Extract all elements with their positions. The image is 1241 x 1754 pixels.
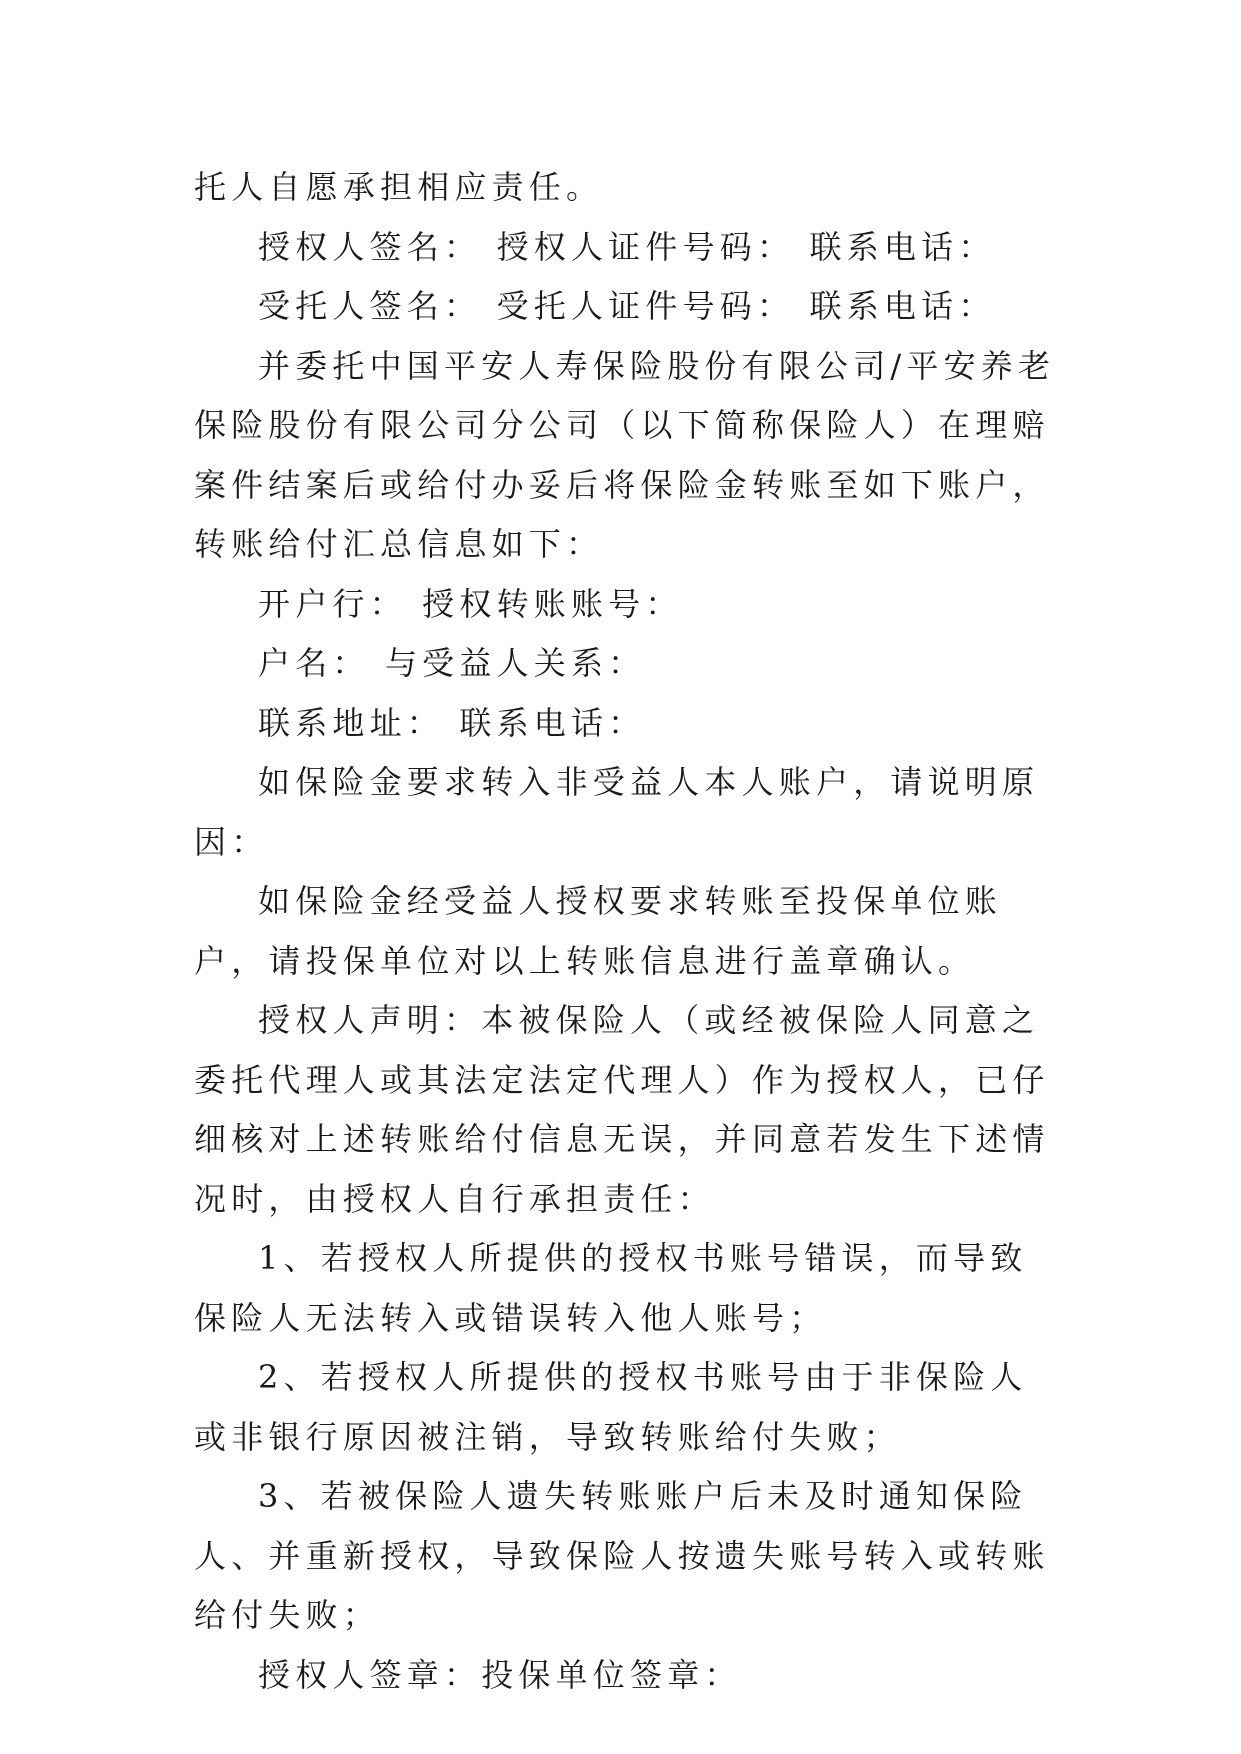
signature-seal-line: 授权人签章：投保单位签章： [258, 1655, 742, 1694]
clause-3: 3、若被保险人遗失转账账户后未及时通知保险人、并重新授权，导致保险人按遗失账号转入或转账给付失败； [194, 1477, 1050, 1634]
paragraph-continuation: 托人自愿承担相应责任。 [194, 168, 604, 206]
transfer-commission-paragraph: 并委托中国平安人寿保险股份有限公司/平安养老保险股份有限公司分公司（以下简称保险人）在理赔案件结案后或给付办妥后将保险金转账至如下账户，转账给付汇总信息如下： [194, 346, 1056, 563]
authorizer-signature-line: 授权人签名： 授权人证件号码： 联系电话： [258, 227, 996, 266]
clause-2: 2、若授权人所提供的授权书账号由于非保险人或非银行原因被注销，导致转账给付失败； [194, 1358, 1028, 1456]
authorizer-declaration-paragraph: 授权人声明：本被保险人（或经被保险人同意之委托代理人或其法定法定代理人）作为授权人，已仔细核对上述转账给付信息无误，并同意若发生下述情况时，由授权人自行承担责任： [194, 1001, 1050, 1218]
non-beneficiary-reason-line: 如保险金要求转入非受益人本人账户，请说明原因： [194, 763, 1040, 861]
document-body [194, 158, 1056, 1705]
employer-account-paragraph: 如保险金经受益人授权要求转账至投保单位账户，请投保单位对以上转账信息进行盖章确认。 [194, 882, 1003, 980]
contact-address-line: 联系地址： 联系电话： [258, 703, 646, 742]
bank-account-line: 开户行： 授权转账账号： [258, 584, 683, 623]
trustee-signature-line: 受托人签名： 受托人证件号码： 联系电话： [258, 287, 996, 325]
clause-1: 1、若授权人所提供的授权书账号错误，而导致保险人无法转入或错误转入他人账号； [194, 1239, 1028, 1337]
account-name-line: 户名： 与受益人关系： [258, 644, 646, 682]
